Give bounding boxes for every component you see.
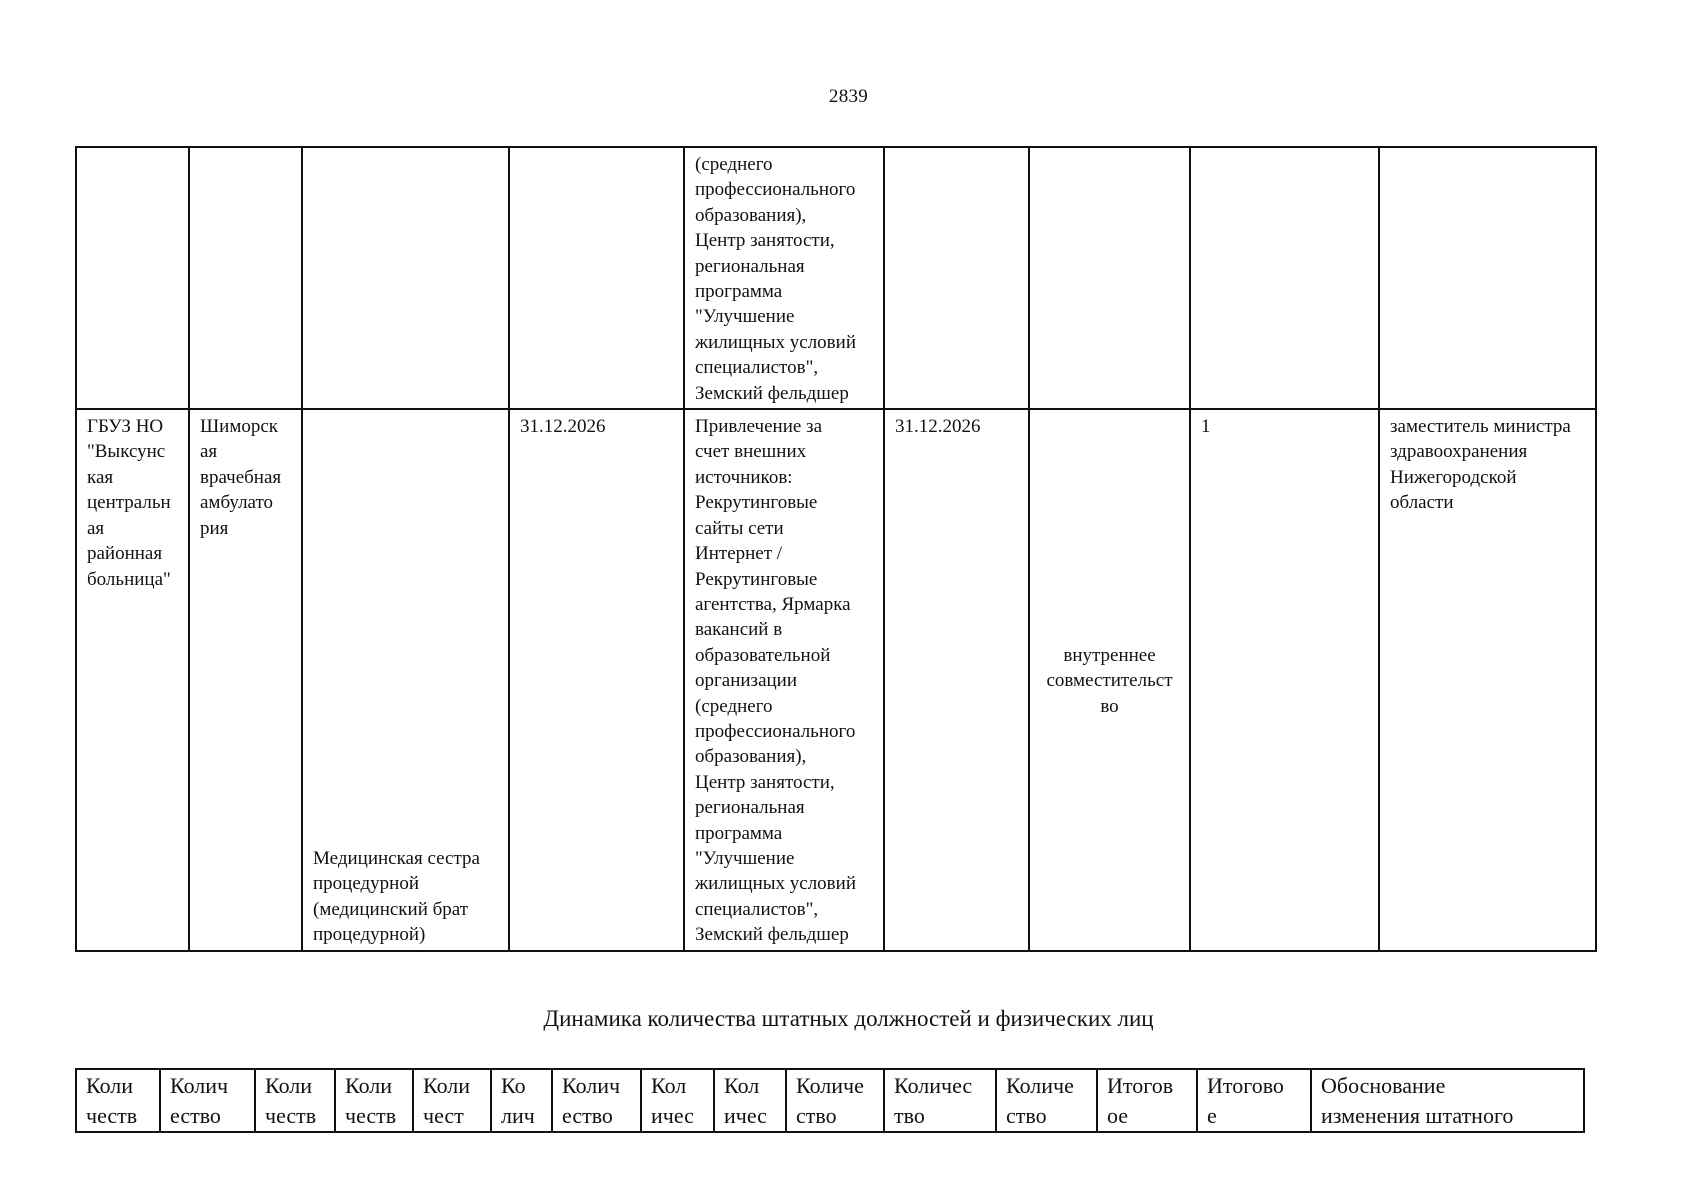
column-header: Количе ство bbox=[786, 1069, 884, 1132]
table-cell bbox=[76, 147, 189, 409]
employment-type-cell: внутреннее совместительст во bbox=[1029, 409, 1190, 951]
organization-cell: ГБУЗ НО "Выксунс кая центральн ая районная больница" bbox=[76, 409, 189, 951]
table-row-continuation bbox=[76, 147, 1596, 409]
table-cell bbox=[509, 147, 684, 409]
start-date-cell: 31.12.2026 bbox=[509, 409, 684, 951]
staffing-plan-table bbox=[75, 146, 1597, 952]
table-cell bbox=[1190, 147, 1379, 409]
staff-dynamics-table bbox=[75, 1068, 1585, 1133]
column-header: Обоснование изменения штатного bbox=[1311, 1069, 1584, 1132]
column-header: Количе ство bbox=[996, 1069, 1097, 1132]
column-header: Кол ичес bbox=[641, 1069, 714, 1132]
table-row-record bbox=[76, 409, 1596, 951]
table-header-row bbox=[76, 1069, 1584, 1132]
end-date-cell: 31.12.2026 bbox=[884, 409, 1029, 951]
responsible-cell: заместитель министра здравоохранения Нижегородской области bbox=[1379, 409, 1596, 951]
column-header: Колич ество bbox=[160, 1069, 255, 1132]
column-header: Коли честв bbox=[76, 1069, 160, 1132]
position-cell: Медицинская сестра процедурной (медицинский брат процедурной) bbox=[302, 409, 509, 951]
column-header: Коли честв bbox=[335, 1069, 413, 1132]
measures-cell-continued: (среднего профессионального образования), Центр занятости, региональная программа "Улучшение жилищных условий специалистов", Земский фельдшер bbox=[684, 147, 884, 409]
section-title: Динамика количества штатных должностей и физических лиц bbox=[543, 1006, 1154, 1031]
table-cell bbox=[302, 147, 509, 409]
column-header: Коли честв bbox=[255, 1069, 335, 1132]
unit-cell: Шиморск ая врачебная амбулато рия bbox=[189, 409, 302, 951]
table-cell bbox=[1379, 147, 1596, 409]
column-header: Ко лич bbox=[491, 1069, 552, 1132]
column-header: Итогов ое bbox=[1097, 1069, 1197, 1132]
table-cell bbox=[189, 147, 302, 409]
count-cell: 1 bbox=[1190, 409, 1379, 951]
table-cell bbox=[1029, 147, 1190, 409]
table-cell bbox=[884, 147, 1029, 409]
measures-cell: Привлечение за счет внешних источников: Рекрутинговые сайты сети Интернет / Рекрутинговые агентства, Ярмарка вакансий в образовательной организации (среднего профессионального образования), Центр занятости, региональная программа "Улучшение жилищных условий специалистов", Земский фельдшер bbox=[684, 409, 884, 951]
page-number: 2839 bbox=[828, 86, 869, 107]
column-header: Колич ество bbox=[552, 1069, 641, 1132]
column-header: Итогово е bbox=[1197, 1069, 1311, 1132]
column-header: Кол ичес bbox=[714, 1069, 786, 1132]
column-header: Количес тво bbox=[884, 1069, 996, 1132]
column-header: Коли чест bbox=[413, 1069, 491, 1132]
